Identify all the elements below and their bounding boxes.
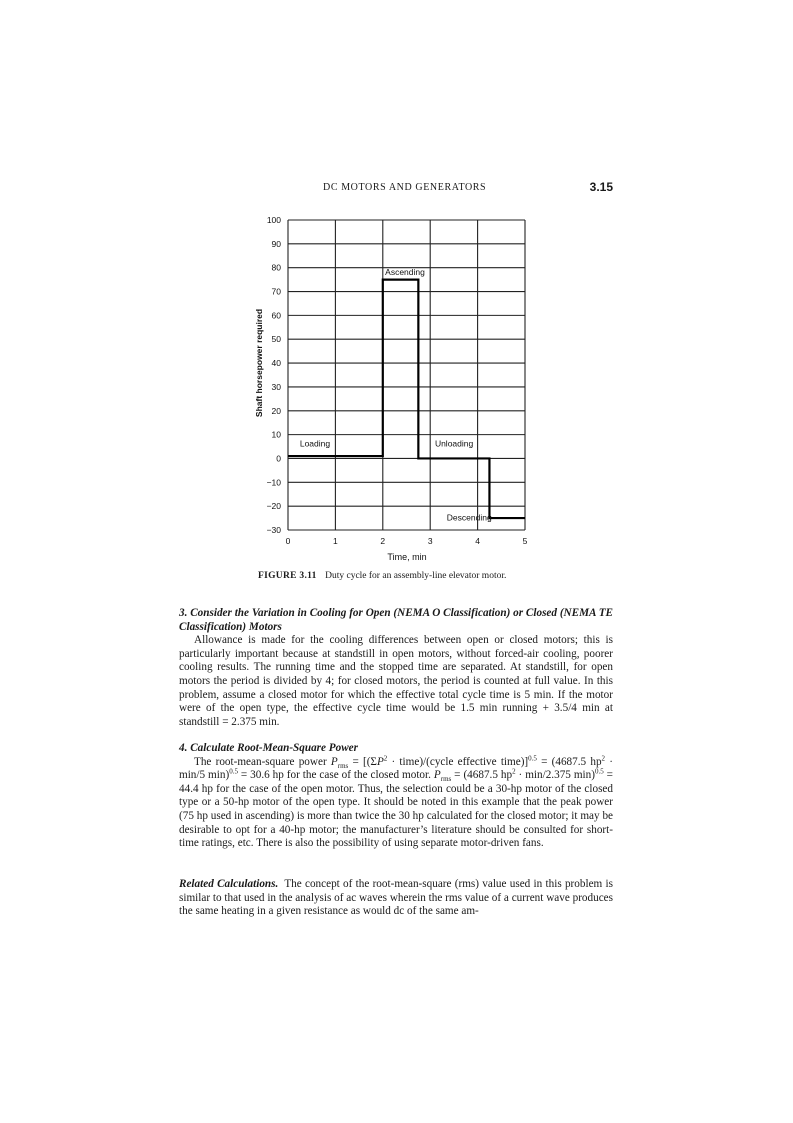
y-tick-label: −20 (266, 501, 281, 512)
chart-annotations (300, 267, 492, 523)
x-tick-labels (286, 536, 528, 546)
related-calculations-body: The concept of the root-mean-square (rms) value used in this problem is similar to that used in the analysis of ac waves wherein the rms value of a current wave produces the same heating in a given resistance as would dc of the same am- (179, 878, 613, 918)
section-4 (179, 742, 613, 851)
y-tick-label: 60 (271, 310, 281, 321)
figure-caption (258, 571, 506, 581)
x-tick-label: 3 (427, 536, 433, 546)
x-tick-label: 2 (380, 536, 386, 546)
running-head (0, 182, 793, 198)
section-4-body: The root-mean-square power $P_{rms} = [(\Sigma P^2$ · time)/(cycle effective time)]$^{0.5}$ = (4687.5 $hp^2 \cdot \min/5$ min)$^{0.5}$ = 30.6 hp for the case of the closed motor. $P_{rms} = (4687.5$ $hp^2 \cdot \min/2.375$ min)$^{0.5}$ = 44.4 hp for the case of the open motor. Thus, the selection could be a 30-hp motor of the closed type or a 50-hp motor of the open type. It should be noted in this example that the peak power (75 hp used in ascending) is more than twice the 30 hp calculated for the closed motor; it may be desirable to opt for a 40-hp motor; the manufacturer’s literature should be consulted for short-time ratings, etc. There is also the possibility of using separate motor-driven fans. (179, 753, 613, 850)
figure-caption-text: Duty cycle for an assembly-line elevator motor. (325, 571, 507, 581)
y-tick-label: −10 (266, 477, 281, 488)
x-tick-label: 5 (522, 536, 528, 546)
y-tick-labels (267, 215, 282, 535)
x-tick-label: 4 (475, 536, 480, 546)
annotation-label: Unloading (434, 438, 474, 449)
annotation-label: Loading (299, 438, 331, 449)
y-tick-label: 30 (271, 381, 281, 392)
y-tick-label: 80 (271, 262, 281, 273)
related-calculations (179, 878, 613, 919)
y-tick-label: 40 (271, 358, 281, 369)
annotation-label: Ascending (385, 266, 425, 277)
y-tick-label: 0 (276, 453, 281, 464)
x-axis-label: Time, min (387, 552, 427, 562)
y-tick-label: 10 (271, 429, 281, 440)
duty-cycle-chart (250, 208, 540, 566)
y-tick-label: −30 (266, 525, 281, 535)
x-tick-label: 0 (285, 536, 291, 546)
figure-label: FIGURE 3.11 (258, 571, 317, 581)
running-head-title: DC MOTORS AND GENERATORS (323, 182, 487, 193)
section-3 (179, 607, 613, 729)
y-tick-label: 50 (271, 334, 281, 345)
y-tick-label: 20 (271, 405, 281, 416)
y-tick-label: 70 (271, 286, 281, 297)
section-3-heading: 3. Consider the Variation in Cooling for Open (NEMA O Classification) or Closed (NEMA TE Classification) Motors (179, 607, 613, 633)
section-4-heading: 4. Calculate Root-Mean-Square Power (179, 742, 359, 754)
annotation-label: Descending (446, 512, 492, 523)
page-number: 3.15 (589, 180, 613, 194)
section-3-body: Allowance is made for the cooling differences between open or closed motors; this is particularly important because at standstill in open motors, without forced-air cooling, poorer cooling results. The running time and the stopped time are separated. At standstill, for open motors the period is divided by 4; for closed motors, the period is counted at full value. In this problem, assume a closed motor for which the effective total cycle time is 5 min. If the motor were of the open type, the effective cycle time would be 1.5 min running + 3.5/4 min at standstill = 2.375 min. (179, 634, 613, 728)
related-calculations-heading: Related Calculations. (179, 878, 279, 890)
y-tick-label: 100 (266, 215, 281, 225)
y-tick-label: 90 (271, 238, 281, 249)
x-tick-label: 1 (333, 536, 338, 546)
y-axis-label: Shaft horsepower required (254, 308, 264, 418)
